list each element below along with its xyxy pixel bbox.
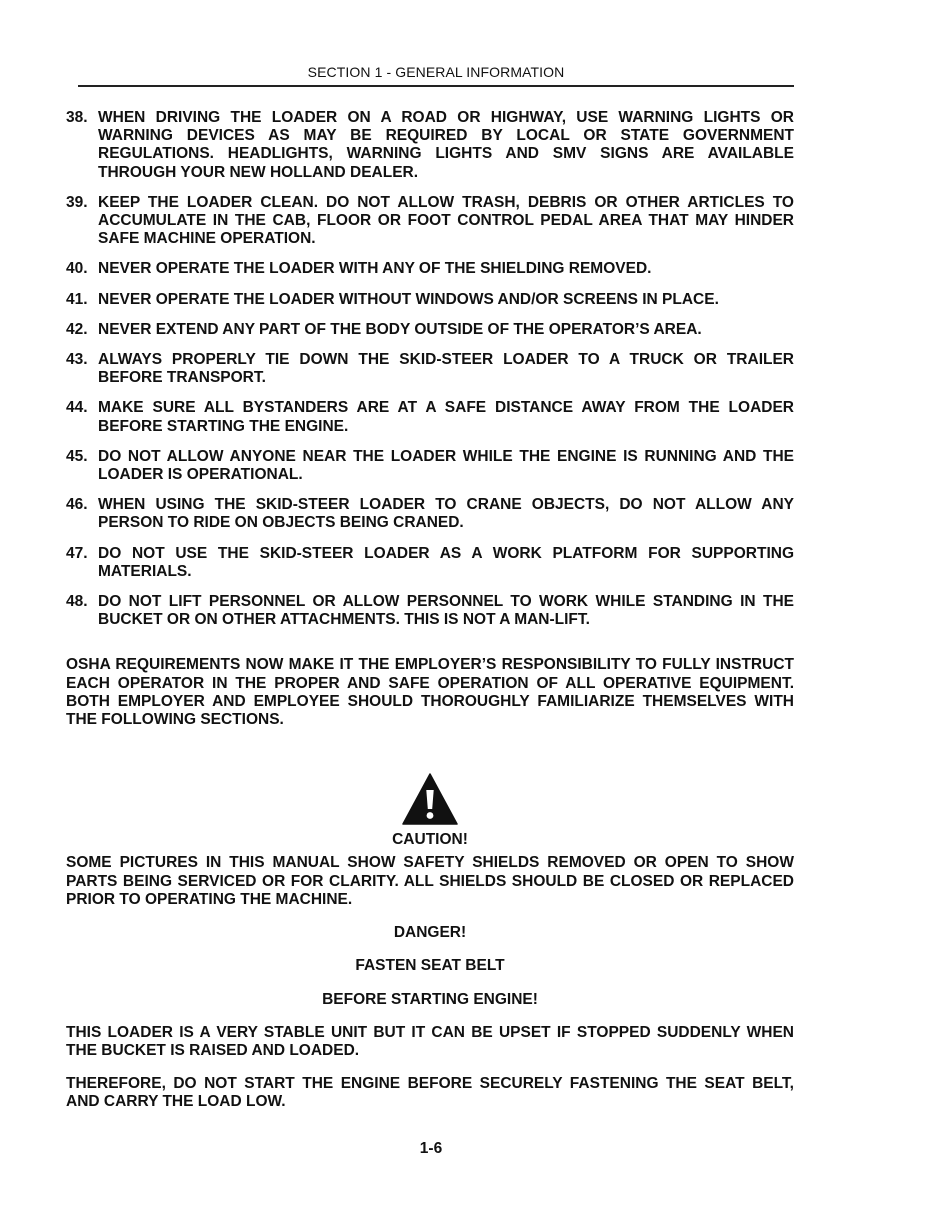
list-item: [66, 291, 794, 309]
list-item: [66, 545, 794, 581]
item-number: 40.: [66, 260, 88, 278]
stability-warning-text: THIS LOADER IS A VERY STABLE UNIT BUT IT CAN BE UPSET IF STOPPED SUDDENLY WHEN THE BUCKET IS RAISED AND LOADED.: [66, 1023, 794, 1059]
list-item: [66, 448, 794, 484]
osha-paragraph: OSHA REQUIREMENTS NOW MAKE IT THE EMPLOYER’S RESPONSIBILITY TO FULLY INSTRUCT EACH OPERATOR IN THE PROPER AND SAFE OPERATION OF ALL OPERATIVE EQUIPMENT. BOTH EMPLOYER AND EMPLOYEE SHOULD THOROUGHLY FAMILIARIZE THEMSELVES WITH THE FOLLOWING SECTIONS.: [66, 656, 794, 729]
item-text: KEEP THE LOADER CLEAN. DO NOT ALLOW TRASH, DEBRIS OR OTHER ARTICLES TO ACCUMULATE IN THE CAB, FLOOR OR FOOT CONTROL PEDAL AREA THAT MAY HINDER SAFE MACHINE OPERATION.: [98, 193, 794, 248]
safety-rules-list: [66, 109, 794, 629]
seat-belt-heading: FASTEN SEAT BELT: [355, 957, 505, 975]
warning-triangle-icon: [402, 773, 458, 825]
page-content: [66, 109, 794, 1112]
item-text: DO NOT ALLOW ANYONE NEAR THE LOADER WHILE THE ENGINE IS RUNNING AND THE LOADER IS OPERATIONAL.: [98, 447, 794, 484]
item-number: 47.: [66, 544, 88, 562]
item-text: WHEN USING THE SKID-STEER LOADER TO CRANE OBJECTS, DO NOT ALLOW ANY PERSON TO RIDE ON OBJECTS BEING CRANED.: [98, 496, 794, 532]
item-text: NEVER OPERATE THE LOADER WITHOUT WINDOWS AND/OR SCREENS IN PLACE.: [98, 290, 719, 308]
item-text: NEVER EXTEND ANY PART OF THE BODY OUTSIDE OF THE OPERATOR’S AREA.: [98, 320, 702, 338]
header-divider: [78, 85, 794, 87]
item-text: DO NOT USE THE SKID-STEER LOADER AS A WORK PLATFORM FOR SUPPORTING MATERIALS.: [98, 544, 794, 580]
item-number: 45.: [66, 447, 88, 465]
item-number: 42.: [66, 320, 88, 338]
item-text: WHEN DRIVING THE LOADER ON A ROAD OR HIGHWAY, USE WARNING LIGHTS OR WARNING DEVICES AS MAY BE REQUIRED BY LOCAL OR STATE GOVERNMENT REGULATIONS. HEADLIGHTS, WARNING LIGHTS AND SMV SIGNS ARE AVAILABLE THROUGH YOUR NEW HOLLAND DEALER.: [98, 109, 794, 181]
danger-title: DANGER!: [393, 924, 467, 942]
list-item: [66, 593, 794, 629]
item-number: 39.: [66, 193, 88, 211]
list-item: [66, 109, 794, 182]
item-text: NEVER OPERATE THE LOADER WITH ANY OF THE SHIELDING REMOVED.: [98, 260, 652, 278]
item-number: 48.: [66, 593, 88, 611]
caution-text: SOME PICTURES IN THIS MANUAL SHOW SAFETY SHIELDS REMOVED OR OPEN TO SHOW PARTS BEING SERVICED OR FOR CLARITY. ALL SHIELDS SHOULD BE CLOSED OR REPLACED PRIOR TO OPERATING THE MACHINE.: [66, 854, 794, 908]
item-number: 38.: [66, 109, 88, 126]
item-text: DO NOT LIFT PERSONNEL OR ALLOW PERSONNEL TO WORK WHILE STANDING IN THE BUCKET OR ON OTHER ATTACHMENTS. THIS IS NOT A MAN-LIFT.: [98, 593, 794, 629]
list-item: [66, 351, 794, 387]
seat-belt-instruction-text: THEREFORE, DO NOT START THE ENGINE BEFORE SECURELY FASTENING THE SEAT BELT, AND CARRY THE LOAD LOW.: [66, 1075, 794, 1111]
item-number: 44.: [66, 399, 88, 417]
warning-symbol: [66, 773, 794, 825]
list-item: [66, 321, 794, 339]
page-number: 1-6: [419, 1140, 443, 1157]
list-item: [66, 496, 794, 532]
caution-title: CAUTION!: [392, 831, 468, 849]
list-item: [66, 194, 794, 249]
item-number: 41.: [66, 290, 88, 308]
section-header: SECTION 1 - GENERAL INFORMATION: [307, 64, 565, 80]
item-number: 43.: [66, 351, 88, 369]
item-text: MAKE SURE ALL BYSTANDERS ARE AT A SAFE DISTANCE AWAY FROM THE LOADER BEFORE STARTING THE ENGINE.: [98, 399, 794, 435]
list-item: [66, 399, 794, 435]
item-number: 46.: [66, 496, 88, 514]
list-item: [66, 260, 794, 278]
before-starting-heading: BEFORE STARTING ENGINE!: [322, 990, 538, 1008]
item-text: ALWAYS PROPERLY TIE DOWN THE SKID-STEER LOADER TO A TRUCK OR TRAILER BEFORE TRANSPORT.: [98, 351, 794, 387]
